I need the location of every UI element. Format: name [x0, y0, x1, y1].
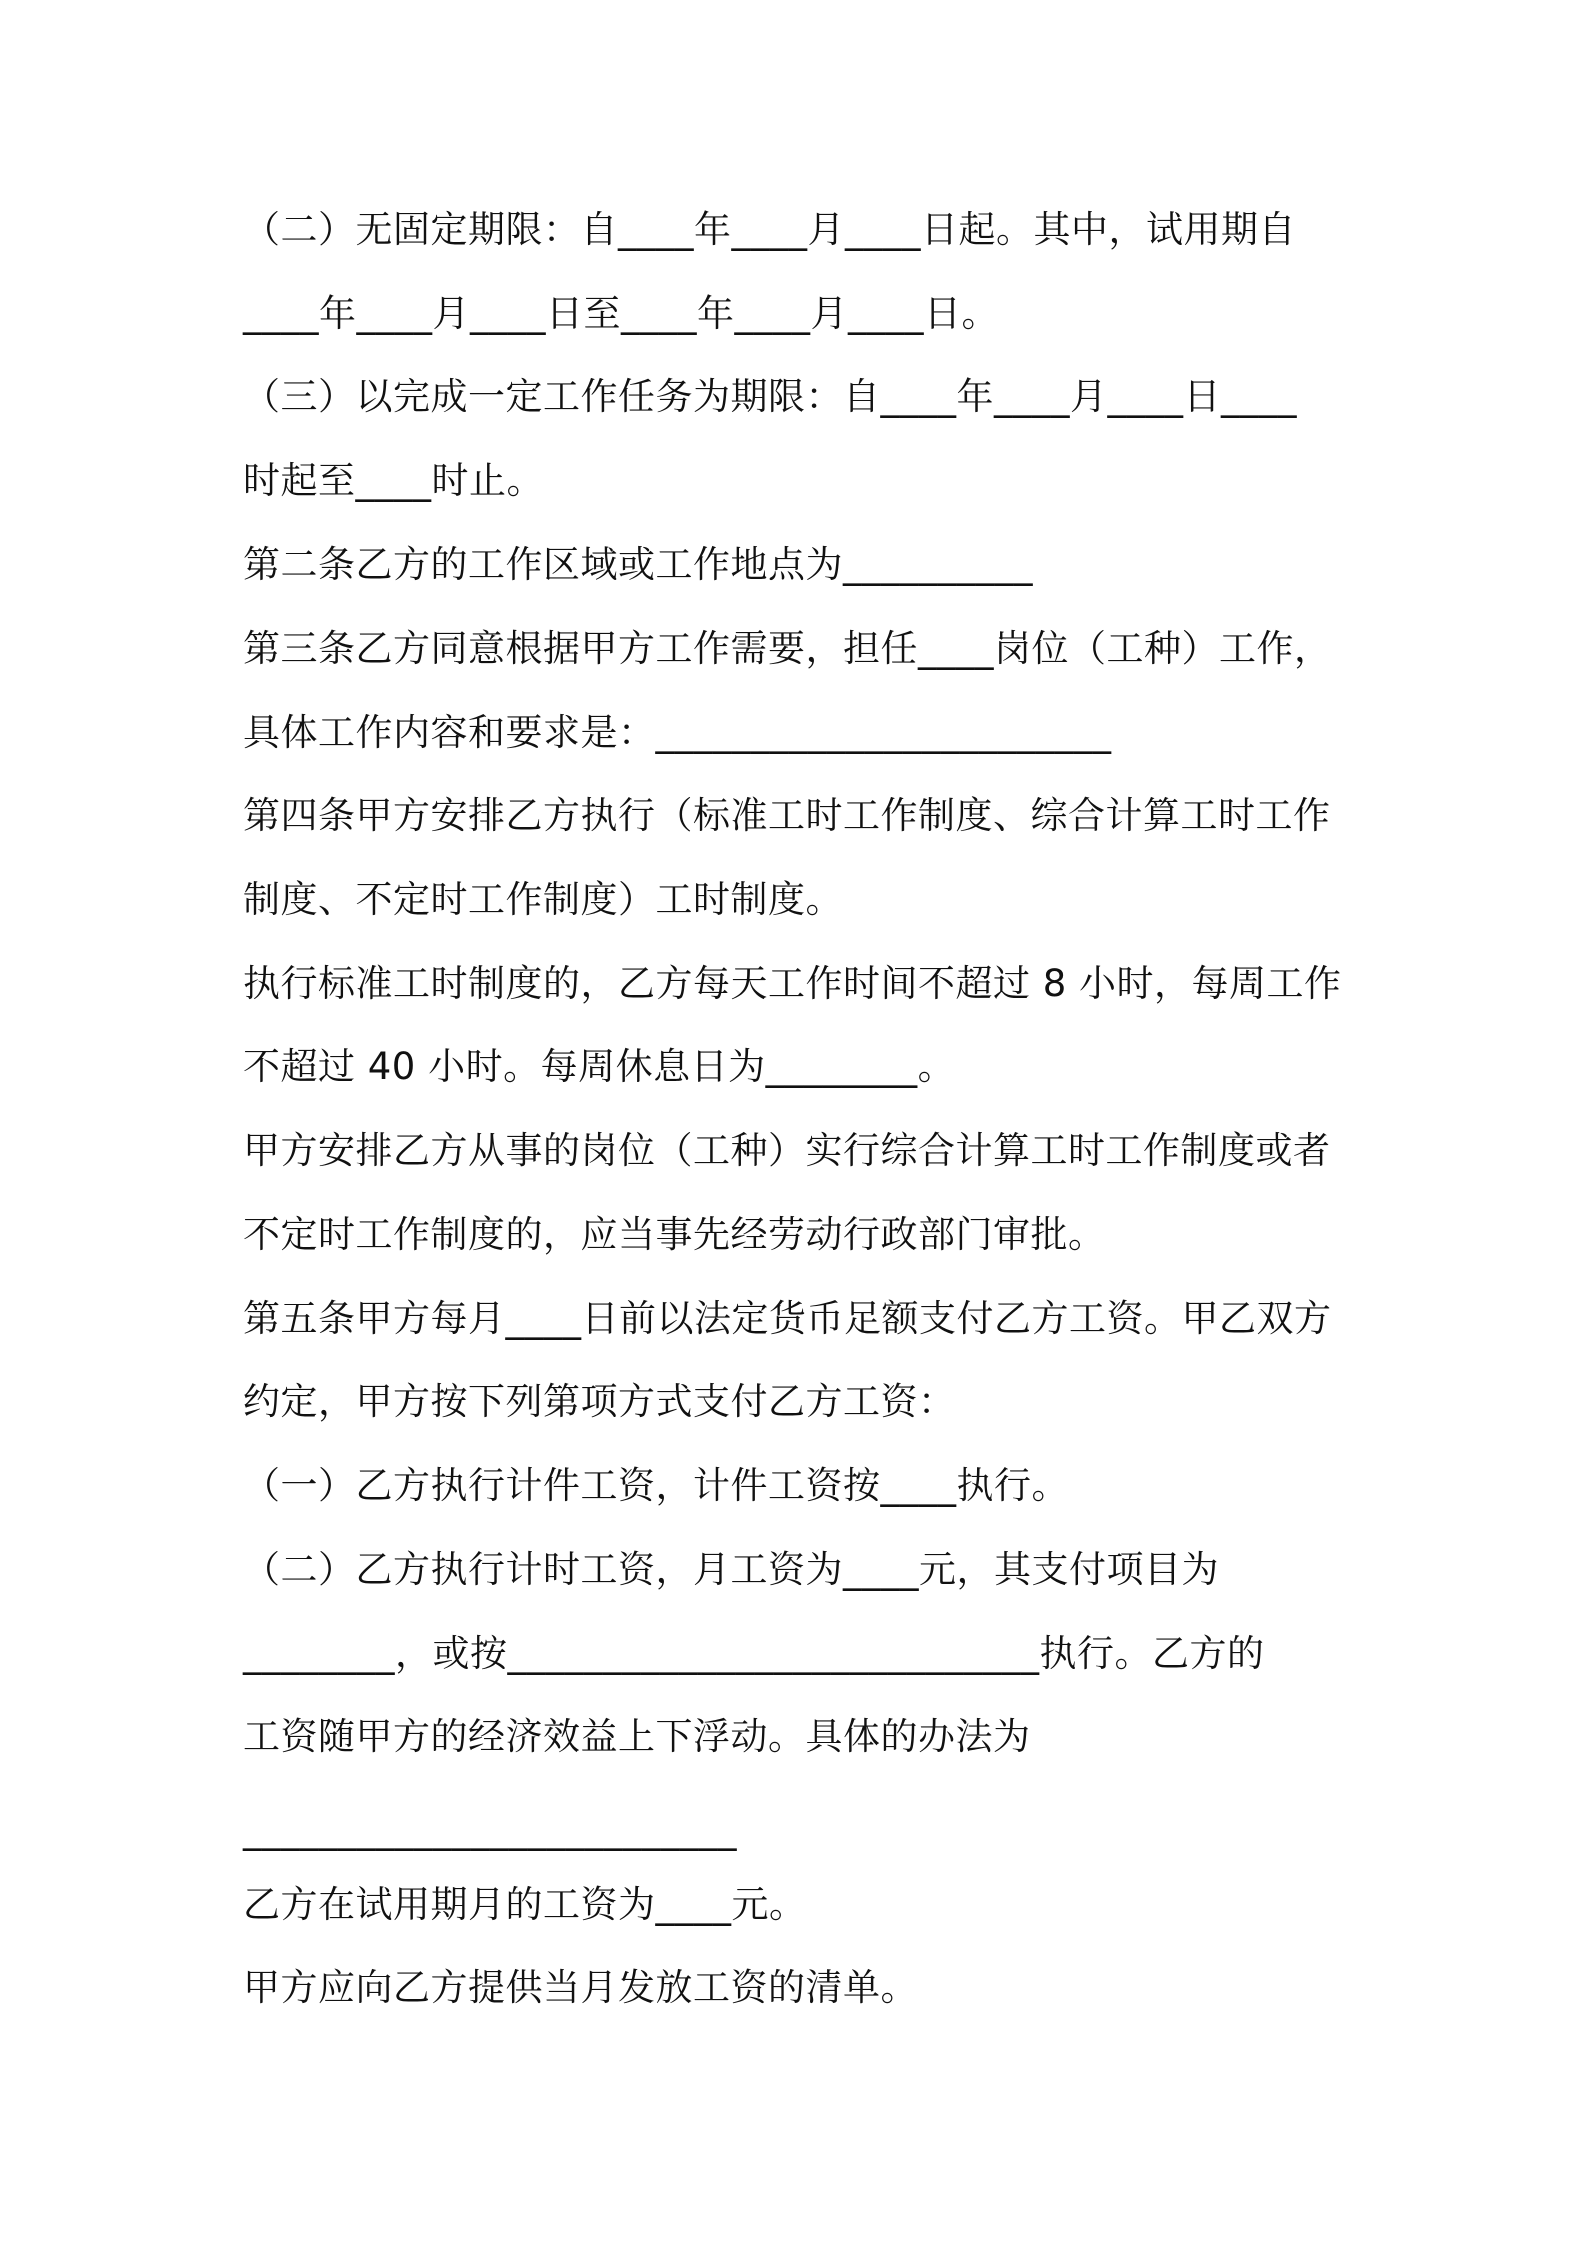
standard-hours-line-1: 执行标准工时制度的，乙方每天工作时间不超过 8 小时，每周工作 [243, 962, 1342, 1005]
article-3-line-2: 具体工作内容和要求是：________________________ [243, 711, 1112, 754]
article-4-line-2: 制度、不定时工作制度）工时制度。 [243, 878, 843, 921]
time-wage-method-blank: __________________________ [243, 1808, 737, 1851]
paragraph-term-type-2-line-2: ____年____月____日至____年____月____日。 [243, 292, 999, 335]
paragraph-term-type-2-line-1: （二）无固定期限：自____年____月____日起。其中，试用期自 [243, 208, 1296, 251]
paragraph-term-type-3-line-2: 时起至____时止。 [243, 459, 544, 502]
wage-statement-clause: 甲方应向乙方提供当月发放工资的清单。 [243, 1966, 918, 2009]
time-wage-item-line-2: ________，或按____________________________执行。乙方的 [243, 1632, 1265, 1675]
article-5-line-1: 第五条甲方每月____日前以法定货币足额支付乙方工资。甲乙双方 [243, 1297, 1332, 1340]
time-wage-item-line-3: 工资随甲方的经济效益上下浮动。具体的办法为 [243, 1715, 1031, 1758]
time-wage-item-line-1: （二）乙方执行计时工资，月工资为____元，其支付项目为 [243, 1548, 1219, 1591]
piece-wage-item: （一）乙方执行计件工资，计件工资按____执行。 [243, 1464, 1069, 1507]
standard-hours-line-2: 不超过 40 小时。每周休息日为________。 [243, 1045, 956, 1088]
special-hours-line-1: 甲方安排乙方从事的岗位（工种）实行综合计算工时工作制度或者 [243, 1129, 1331, 1172]
paragraph-term-type-3-line-1: （三）以完成一定工作任务为期限：自____年____月____日____ [243, 375, 1297, 418]
special-hours-line-2: 不定时工作制度的，应当事先经劳动行政部门审批。 [243, 1213, 1106, 1256]
article-4-line-1: 第四条甲方安排乙方执行（标准工时工作制度、综合计算工时工作 [243, 794, 1331, 837]
article-5-line-2: 约定，甲方按下列第项方式支付乙方工资： [243, 1380, 956, 1423]
article-2-workplace: 第二条乙方的工作区域或工作地点为__________ [243, 543, 1033, 586]
probation-wage: 乙方在试用期月的工资为____元。 [243, 1883, 807, 1926]
article-3-line-1: 第三条乙方同意根据甲方工作需要，担任____岗位（工种）工作， [243, 627, 1332, 670]
